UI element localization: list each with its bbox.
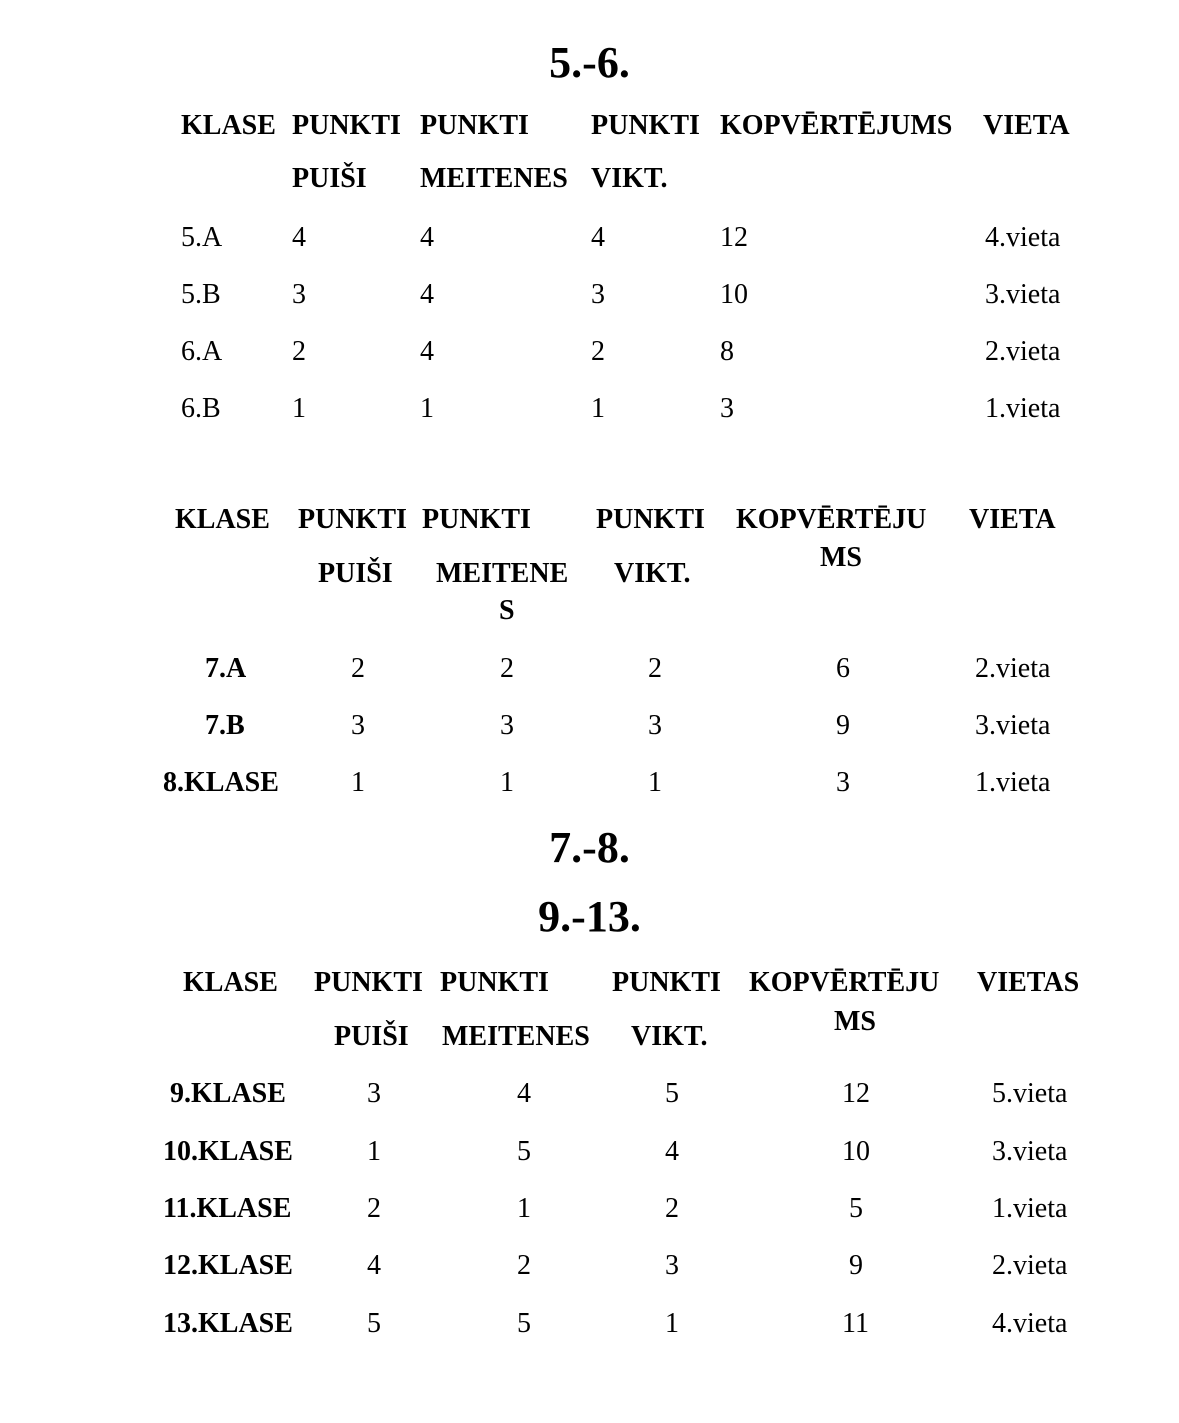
cell-vikt: 4 (665, 1136, 679, 1167)
header-puisi: PUIŠI (334, 1021, 409, 1052)
cell-klase: 10.KLASE (163, 1136, 293, 1167)
cell-klase: 9.KLASE (170, 1078, 286, 1109)
cell-meitenes: 4 (420, 222, 434, 253)
cell-vieta: 3.vieta (975, 710, 1051, 741)
cell-vikt: 3 (591, 279, 605, 310)
header-meitenes: MEITENES (442, 1021, 590, 1052)
header-punkti-puisi: PUNKTI (292, 110, 401, 141)
cell-klase: 11.KLASE (163, 1193, 292, 1224)
cell-meitenes: 5 (517, 1136, 531, 1167)
cell-vieta: 1.vieta (985, 393, 1061, 424)
cell-vieta: 3.vieta (992, 1136, 1068, 1167)
cell-vieta: 1.vieta (992, 1193, 1068, 1224)
cell-kop: 12 (720, 222, 748, 253)
cell-vieta: 2.vieta (992, 1250, 1068, 1281)
header-kopvertejums-wrap: MS (834, 1006, 876, 1037)
cell-klase: 5.A (181, 222, 223, 253)
cell-meitenes: 1 (517, 1193, 531, 1224)
cell-puisi: 2 (292, 336, 306, 367)
cell-puisi: 3 (292, 279, 306, 310)
cell-meitenes: 2 (517, 1250, 531, 1281)
cell-vikt: 5 (665, 1078, 679, 1109)
cell-vieta: 1.vieta (975, 767, 1051, 798)
cell-klase: 12.KLASE (163, 1250, 293, 1281)
cell-klase: 5.B (181, 279, 221, 310)
cell-meitenes: 4 (517, 1078, 531, 1109)
header-vikt: VIKT. (614, 558, 691, 589)
cell-vikt: 2 (665, 1193, 679, 1224)
cell-vikt: 1 (648, 767, 662, 798)
cell-kop: 9 (849, 1250, 863, 1281)
cell-vikt: 3 (648, 710, 662, 741)
cell-meitenes: 1 (420, 393, 434, 424)
cell-klase: 6.B (181, 393, 221, 424)
cell-puisi: 3 (367, 1078, 381, 1109)
cell-vieta: 2.vieta (985, 336, 1061, 367)
header-kopvertejums: KOPVĒRTĒJUMS (720, 110, 953, 141)
cell-meitenes: 4 (420, 279, 434, 310)
cell-puisi: 2 (351, 653, 365, 684)
cell-kop: 3 (836, 767, 850, 798)
cell-kop: 3 (720, 393, 734, 424)
cell-puisi: 4 (292, 222, 306, 253)
cell-meitenes: 4 (420, 336, 434, 367)
cell-klase: 8.KLASE (163, 767, 279, 798)
header-vikt: VIKT. (591, 163, 668, 194)
cell-meitenes: 3 (500, 710, 514, 741)
cell-meitenes: 1 (500, 767, 514, 798)
cell-vieta: 2.vieta (975, 653, 1051, 684)
cell-vikt: 3 (665, 1250, 679, 1281)
cell-puisi: 1 (292, 393, 306, 424)
section-title-9-13: 9.-13. (538, 892, 641, 941)
header-vieta: VIETA (969, 504, 1056, 535)
header-kopvertejums: KOPVĒRTĒJU (749, 967, 940, 998)
header-klase: KLASE (175, 504, 270, 535)
cell-puisi: 1 (351, 767, 365, 798)
header-punkti-vikt: PUNKTI (591, 110, 700, 141)
cell-vieta: 4.vieta (985, 222, 1061, 253)
cell-kop: 10 (842, 1136, 870, 1167)
header-vieta: VIETA (983, 110, 1070, 141)
cell-kop: 5 (849, 1193, 863, 1224)
header-vietas: VIETAS (977, 967, 1080, 998)
cell-kop: 11 (842, 1308, 869, 1339)
cell-meitenes: 5 (517, 1308, 531, 1339)
cell-klase: 7.A (205, 653, 247, 684)
cell-vieta: 5.vieta (992, 1078, 1068, 1109)
cell-meitenes: 2 (500, 653, 514, 684)
header-kopvertejums: KOPVĒRTĒJU (736, 504, 927, 535)
header-kopvertejums-wrap: MS (820, 542, 862, 573)
cell-puisi: 3 (351, 710, 365, 741)
header-punkti-puisi: PUNKTI (314, 967, 423, 998)
cell-kop: 9 (836, 710, 850, 741)
section-title-7-8: 7.-8. (549, 823, 630, 872)
header-klase: KLASE (183, 967, 278, 998)
section-title-5-6: 5.-6. (549, 38, 630, 87)
cell-puisi: 1 (367, 1136, 381, 1167)
header-klase: KLASE (181, 110, 276, 141)
cell-vikt: 2 (591, 336, 605, 367)
cell-kop: 12 (842, 1078, 870, 1109)
header-punkti-vikt: PUNKTI (596, 504, 705, 535)
cell-vikt: 1 (665, 1308, 679, 1339)
cell-kop: 6 (836, 653, 850, 684)
cell-kop: 10 (720, 279, 748, 310)
cell-vikt: 4 (591, 222, 605, 253)
cell-klase: 7.B (205, 710, 245, 741)
cell-vieta: 4.vieta (992, 1308, 1068, 1339)
cell-vieta: 3.vieta (985, 279, 1061, 310)
cell-puisi: 4 (367, 1250, 381, 1281)
header-punkti-meitenes: PUNKTI (422, 504, 531, 535)
header-puisi: PUIŠI (318, 558, 393, 589)
header-meitenes-wrap: S (499, 595, 515, 626)
cell-klase: 6.A (181, 336, 223, 367)
cell-puisi: 5 (367, 1308, 381, 1339)
header-punkti-vikt: PUNKTI (612, 967, 721, 998)
cell-puisi: 2 (367, 1193, 381, 1224)
cell-vikt: 2 (648, 653, 662, 684)
header-punkti-puisi: PUNKTI (298, 504, 407, 535)
header-meitenes: MEITENE (436, 558, 569, 589)
cell-kop: 8 (720, 336, 734, 367)
header-punkti-meitenes: PUNKTI (420, 110, 529, 141)
header-meitenes: MEITENES (420, 163, 568, 194)
header-vikt: VIKT. (631, 1021, 708, 1052)
header-punkti-meitenes: PUNKTI (440, 967, 549, 998)
cell-klase: 13.KLASE (163, 1308, 293, 1339)
cell-vikt: 1 (591, 393, 605, 424)
header-puisi: PUIŠI (292, 163, 367, 194)
